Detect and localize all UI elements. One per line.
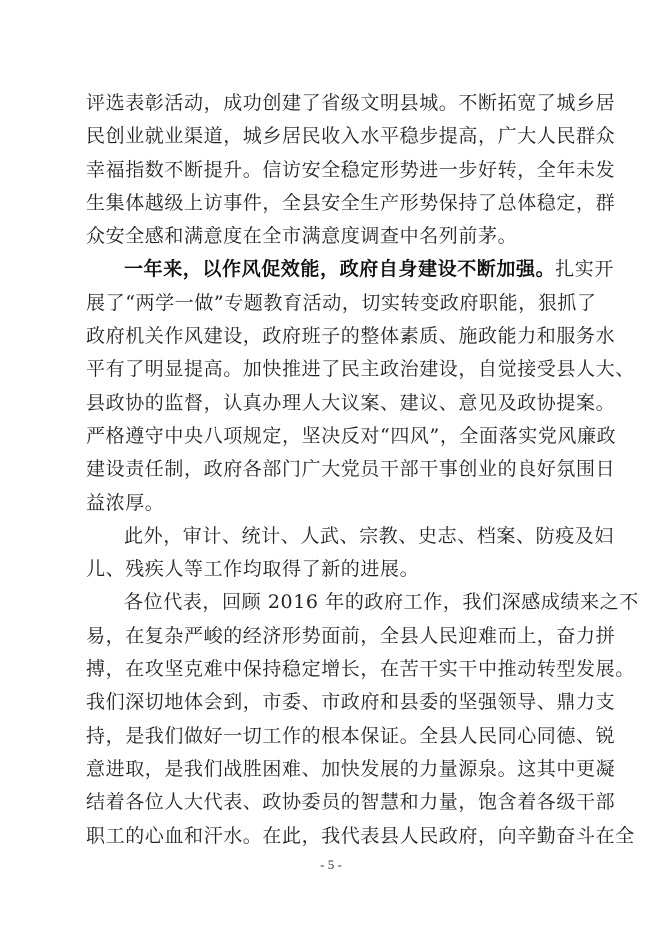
text-line: 益浓厚。 — [86, 491, 165, 514]
text-line: 众安全感和满意度在全市满意度调查中名列前茅。 — [86, 225, 518, 248]
text-line: 幸福指数不断提升。信访安全稳定形势进一步好转，全年未发 — [86, 158, 616, 181]
text-line: 易，在复杂严峻的经济形势面前，全县人民迎难而上，奋力拼 — [86, 624, 616, 647]
text-line: 生集体越级上访事件，全县安全生产形势保持了总体稳定，群 — [86, 191, 616, 214]
text-span: 扎实开 — [555, 258, 615, 281]
text-line: 结着各位人大代表、政协委员的智慧和力量，饱含着各级干部 — [86, 791, 616, 814]
text-line: 搏，在攻坚克难中保持稳定增长，在苦干实干中推动转型发展。 — [86, 658, 635, 681]
text-line: 评选表彰活动，成功创建了省级文明县城。不断拓宽了城乡居 — [86, 92, 616, 114]
text-line: 严格遵守中央八项规定，坚决反对“四风”，全面落实党风廉政 — [86, 424, 617, 447]
paragraph-first-line — [86, 253, 615, 286]
section-heading: 一年来，以作风促效能，政府自身建设不断加强。 — [124, 258, 556, 281]
paragraph-first-line: 各位代表，回顾 2016 年的政府工作，我们深感成绩来之不 — [124, 591, 639, 614]
body-text — [86, 87, 639, 853]
text-line: 儿、残疾人等工作均取得了新的进展。 — [86, 558, 420, 581]
text-line: 职工的心血和汗水。在此，我代表县人民政府，向辛勤奋斗在全 — [86, 824, 635, 847]
text-line: 民创业就业渠道，城乡居民收入水平稳步提高，广大人民群众 — [86, 125, 616, 148]
text-line: 平有了明显提高。加快推进了民主政治建设，自觉接受县人大、 — [86, 358, 635, 381]
text-line: 县政协的监督，认真办理人大议案、建议、意见及政协提案。 — [86, 391, 616, 414]
text-line: 我们深切地体会到，市委、市政府和县委的坚强领导、鼎力支 — [86, 691, 616, 714]
text-line: 政府机关作风建设，政府班子的整体素质、施政能力和服务水 — [86, 325, 616, 348]
page-number: - 5 - — [320, 857, 342, 872]
text-line: 建设责任制，政府各部门广大党员干部干事创业的良好氛围日 — [86, 458, 616, 481]
paragraph-first-line: 此外，审计、统计、人武、宗教、史志、档案、防疫及妇 — [124, 524, 615, 547]
text-line: 展了“两学一做”专题教育活动，切实转变政府职能，狠抓了 — [86, 291, 597, 314]
text-line: 持，是我们做好一切工作的根本保证。全县人民同心同德、锐 — [86, 724, 616, 747]
text-line: 意进取，是我们战胜困难、加快发展的力量源泉。这其中更凝 — [86, 757, 616, 780]
